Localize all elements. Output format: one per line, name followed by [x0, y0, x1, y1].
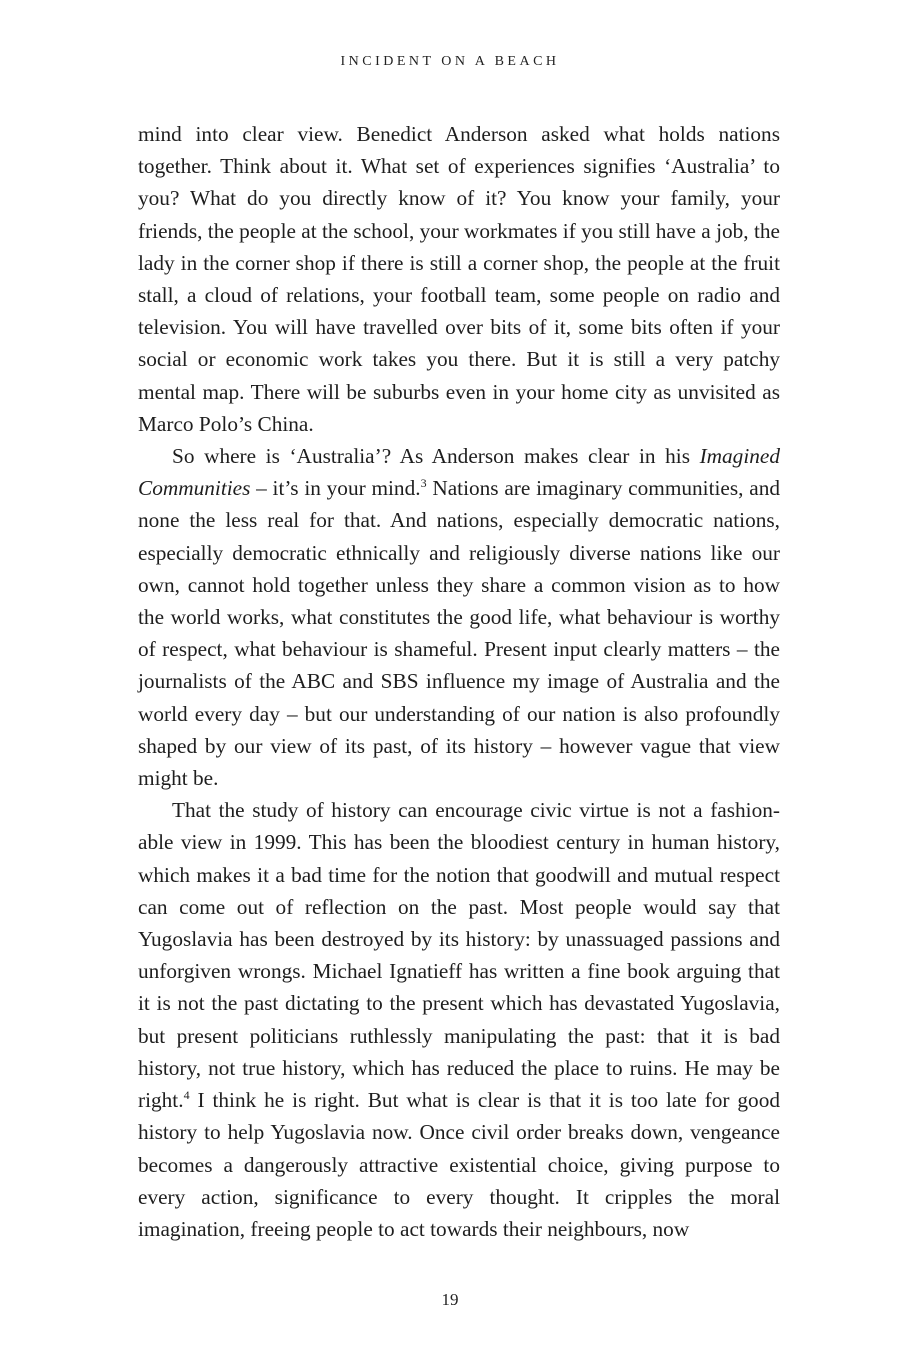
footnote-ref-4[interactable]: 4	[183, 1088, 190, 1102]
paragraph-2-text-a: So where is ‘Australia’? As Anderson makes clear in his	[172, 444, 700, 469]
running-head: INCIDENT ON A BEACH	[340, 54, 560, 69]
body-text	[138, 118, 780, 1245]
paragraph-3-text-a: That the study of history can encourage civic virtue is not a fashionable view in 1999. This has been the bloodiest century in human history, which makes it a bad time for the notion that goodwill and mutual respect can come out of reflection on the past. Most people would say that Yugoslavia has been destroyed by its history: by unassuaged passions and unforgiven wrongs. Michael Ignatieff has written a fine book arguing that it is not the past dictating to the present which has devastated Yugoslavia, but present politicians ruthlessly manipulating the past: that it is bad history, not true history, which has reduced the place to ruins. He may be right.	[138, 798, 780, 1113]
paragraph-2-text-c: Nations are imaginary communities, and none the less real for that. And nations, especially democratic nations, especially democratic ethnically and religiously diverse nations like our own, cannot hold together unless they share a common vision as to how the world works, what constitutes the good life, what behaviour is worthy of respect, what behaviour is shameful. Present input clearly matters – the journalists of the ABC and SBS influence my image of Australia and the world every day – but our understanding of our nation is also profoundly shaped by our view of its past, of its history – however vague that view might be.	[138, 476, 781, 791]
page-number: 19	[441, 1290, 459, 1309]
paragraph-1: mind into clear view. Benedict Anderson asked what holds nations together. Think about it. What set of experiences signifies ‘Australia’ to you? What do you directly know of it? You know your family, your friends, the people at the school, your workmates if you still have a job, the lady in the corner shop if there is still a corner shop, the people at the fruit stall, a cloud of relations, your football team, some people on radio and television. You will have travelled over bits of it, some bits often if your social or economic work takes you there. But it is still a very patchy mental map. There will be suburbs even in your home city as unvisited as Marco Polo’s China.	[138, 122, 780, 436]
paragraph-3-text-b: I think he is right. But what is clear is that it is too late for good history to help Yugoslavia now. Once civil order breaks down, vengeance becomes a dangerously attractive existential choice, giving purpose to every action, significance to every thought. It cripples the moral imagination, freeing people to act towards their neighbours, now	[138, 1088, 780, 1241]
book-title-imagined-communities: Imagined Communities	[138, 444, 780, 501]
paragraph-2-text-b: – it’s in your mind.	[250, 476, 421, 501]
footnote-ref-3[interactable]: 3	[420, 476, 427, 491]
paragraph-2	[138, 440, 780, 794]
paragraph-3	[138, 794, 780, 1245]
